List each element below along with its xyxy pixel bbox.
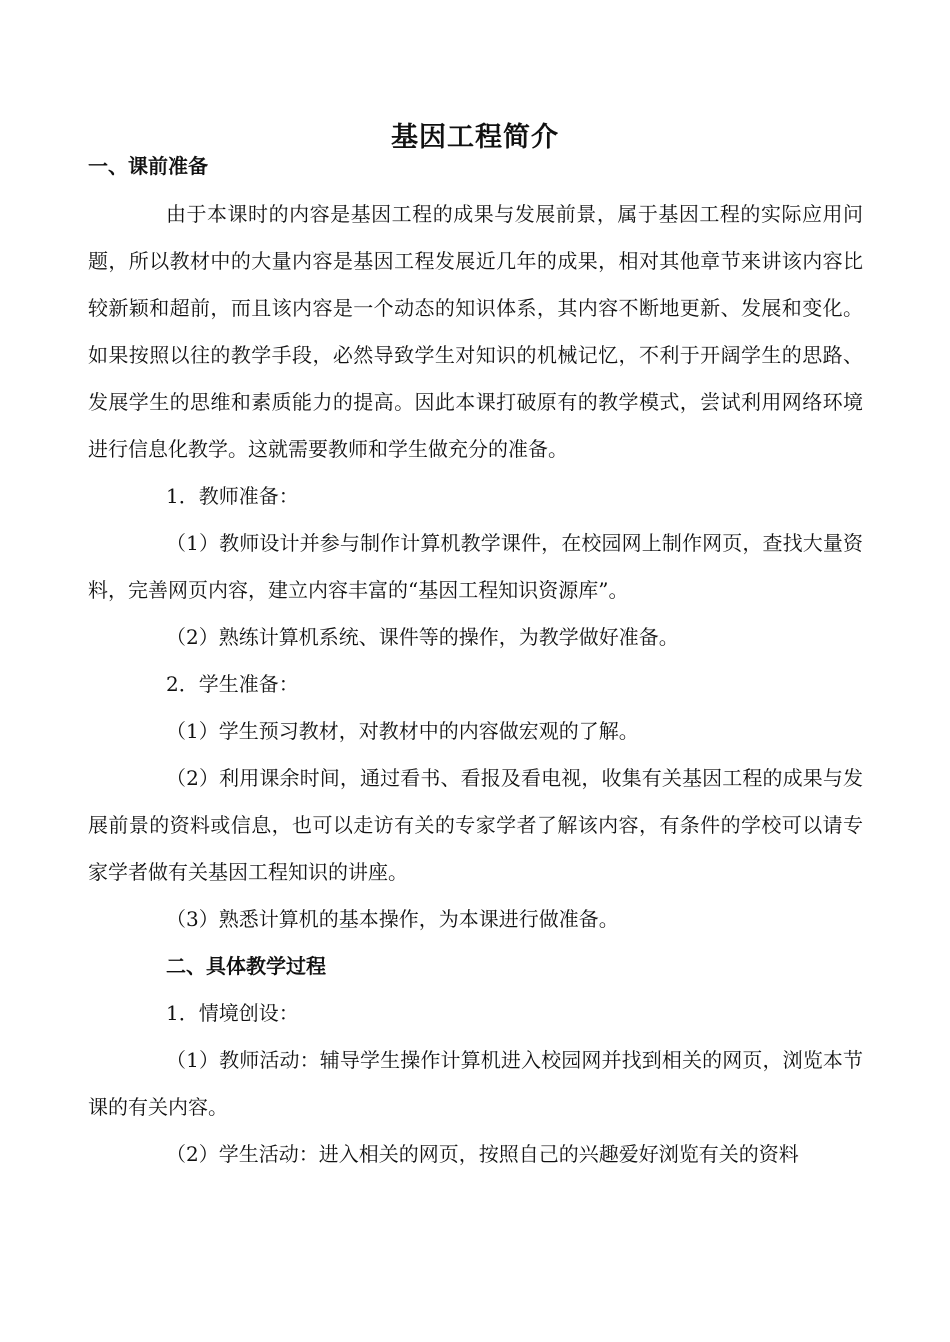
scenario-item-1: （1）教师活动：辅导学生操作计算机进入校园网并找到相关的网页，浏览本节课的有关内容。 [88, 1048, 863, 1119]
intro-paragraph: 由于本课时的内容是基因工程的成果与发展前景，属于基因工程的实际应用问题，所以教材中的大量内容是基因工程发展近几年的成果，相对其他章节来讲该内容比较新颖和超前，而且该内容是一个动态的知识体系，其内容不断地更新、发展和变化。如果按照以往的教学手段，必然导致学生对知识的机械记忆，不利于开阔学生的思路、发展学生的思维和素质能力的提高。因此本课打破原有的教学模式，尝试利用网络环境进行信息化教学。这就需要教师和学生做充分的准备。 [88, 202, 863, 461]
scenario-heading: 1．情境创设： [166, 1001, 299, 1025]
teacher-prep-item-2: （2）熟练计算机系统、课件等的操作，为教学做好准备。 [166, 625, 679, 649]
section-heading-teaching-process: 二、具体教学过程 [166, 954, 326, 978]
document-title: 基因工程简介 [391, 122, 559, 153]
student-prep-item-1: （1）学生预习教材，对教材中的内容做宏观的了解。 [166, 719, 639, 743]
teacher-prep-heading: 1．教师准备： [166, 484, 299, 508]
scenario-item-2: （2）学生活动：进入相关的网页，按照自己的兴趣爱好浏览有关的资料 [166, 1142, 799, 1166]
section-heading-preparation: 一、课前准备 [88, 154, 208, 178]
teacher-prep-item-1: （1）教师设计并参与制作计算机教学课件，在校园网上制作网页，查找大量资料，完善网页内容，建立内容丰富的“基因工程知识资源库”。 [88, 531, 863, 602]
document-body [88, 141, 863, 1178]
student-prep-heading: 2．学生准备： [166, 672, 299, 696]
student-prep-item-3: （3）熟悉计算机的基本操作，为本课进行做准备。 [166, 907, 619, 931]
student-prep-item-2: （2）利用课余时间，通过看书、看报及看电视，收集有关基因工程的成果与发展前景的资料或信息，也可以走访有关的专家学者了解该内容，有条件的学校可以请专家学者做有关基因工程知识的讲座。 [88, 766, 863, 884]
